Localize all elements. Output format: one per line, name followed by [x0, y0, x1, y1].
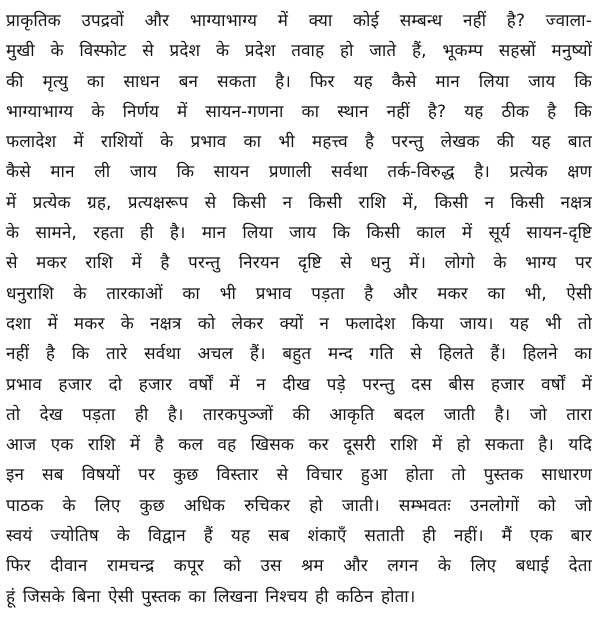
text-line-13: प्रभाव हजार दो हजार वर्षों में न दीख पड़े परन्तु दस बीस हजार वर्षों में — [6, 374, 592, 395]
text-line-16: इन सब विषयों पर कुछ विस्तार से विचार हुआ होता तो पुस्तक साधारण — [6, 465, 592, 486]
text-line-20: हूं जिसके बिना ऐसी पुस्तक का लिखना निश्चय ही कठिन होता। — [6, 586, 416, 607]
text-line-11: दशा में मकर के नक्षत्र को लेकर क्यों न फलादेश किया जाय। यह भी तो — [6, 313, 592, 334]
text-line-15: आज एक राशि में है कल वह खिसक कर दूसरी राशि में हो सकता है। यदि — [6, 435, 592, 456]
text-line-3: की मृत्यु का साधन बन सकता है। फिर यह कैसे मान लिया जाय कि — [6, 71, 592, 92]
text-line-9: से मकर राशि में है परन्तु निरयन दृष्टि से धनु में। लोगो के भाग्य पर — [6, 253, 592, 274]
text-line-5: फलादेश में राशियों के प्रभाव का भी महत्त्व है परन्तु लेखक की यह बात — [6, 132, 592, 153]
text-line-17: पाठक के लिए कुछ अधिक रुचिकर हो जाती। सम्भवतः उनलोगों को जो — [6, 495, 592, 516]
text-line-10: धनुराशि के तारकाओं का भी प्रभाव पड़ता है और मकर का भी, ऐसी — [6, 283, 592, 304]
text-line-8: के सामने, रहता ही है। मान लिया जाय कि किसी काल में सूर्य सायन-दृष्टि — [6, 223, 592, 244]
text-line-2: मुखी के विस्फोट से प्रदेश के प्रदेश तवाह हो जाते हैं, भूकम्प सहस्रों मनुष्यों — [6, 41, 592, 62]
text-line-7: में प्रत्येक ग्रह, प्रत्यक्षरूप से किसी न किसी राशि में, किसी न किसी नक्षत्र — [6, 192, 592, 213]
text-line-6: कैसे मान ली जाय कि सायन प्रणाली सर्वथा तर्क-विरुद्ध है। प्रत्येक क्षण — [6, 162, 592, 183]
text-line-1: प्राकृतिक उपद्रवों और भाग्याभाग्य में क्या कोई सम्बन्ध नहीं है? ज्वाला- — [6, 11, 592, 31]
text-line-14: तो देख पड़ता ही है। तारकपुञ्जों की आकृति बदल जाती है। जो तारा — [6, 404, 592, 425]
text-line-4: भाग्याभाग्य के निर्णय में सायन-गणना का स्थान नहीं है? यह ठीक है कि — [6, 101, 592, 122]
text-line-12: नहीं है कि तारे सर्वथा अचल हैं। बहुत मन्द गति से हिलते हैं। हिलने का — [6, 344, 592, 365]
text-line-19: फिर दीवान रामचन्द्र कपूर को उस श्रम और लगन के लिए बधाई देता — [6, 556, 592, 577]
text-line-18: स्वयं ज्योतिष के विद्वान हैं यह सब शंकाएँ सताती ही नहीं। मैं एक बार — [6, 526, 592, 547]
